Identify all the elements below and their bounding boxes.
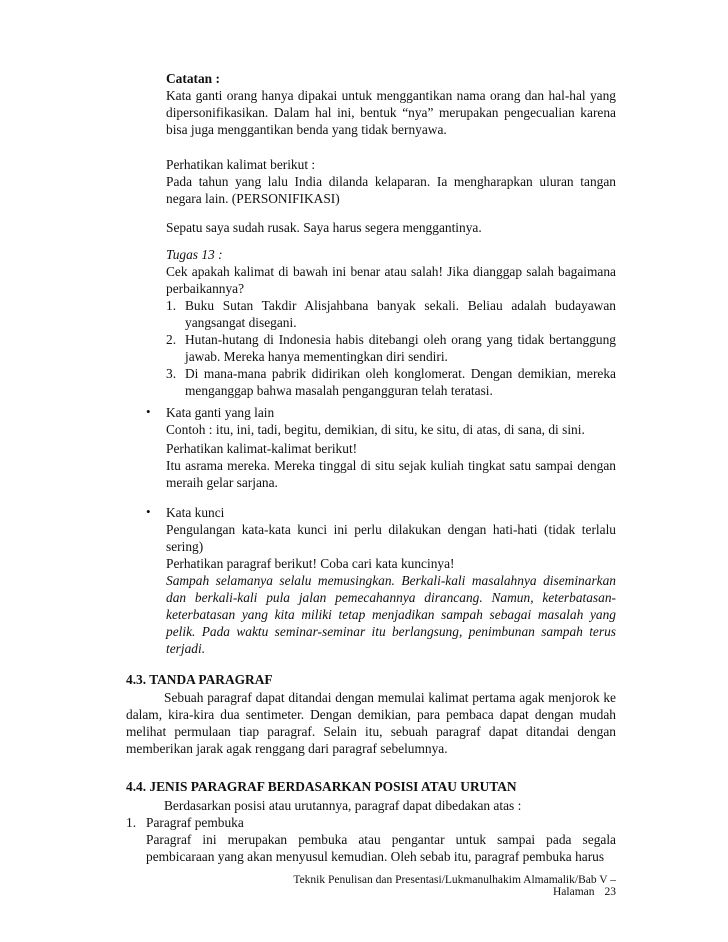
section-44-item-number: 1. — [126, 815, 137, 830]
other-pronoun-example-block — [166, 440, 616, 491]
task-block — [166, 246, 616, 399]
note-example-block — [166, 156, 616, 207]
keyword-block — [166, 504, 616, 657]
task-list — [166, 297, 616, 399]
note-example2-block — [166, 219, 616, 236]
other-pronoun-title: Kata ganti yang lain — [166, 405, 275, 420]
other-pronoun-example: Contoh : itu, ini, tadi, begitu, demikian, di situ, ke situ, di atas, di sana, di sini. — [166, 422, 585, 437]
task-item-text: Hutan-hutang di Indonesia habis ditebangi oleh orang yang tidak bertanggung jawab. Mereka hanya mementingkan diri sendiri. — [185, 332, 616, 364]
section-heading: 4.3. TANDA PARAGRAF — [126, 672, 273, 687]
note-text: Kata ganti orang hanya dipakai untuk menggantikan nama orang dan hal-hal yang dipersonifikasikan. Dalam hal ini, bentuk “nya” merupakan pengecualian karena bisa juga menggantikan benda yang tidak bernyawa. — [166, 88, 616, 137]
bullet-icon: • — [146, 504, 151, 519]
task-item — [166, 365, 616, 399]
note-example-text: Pada tahun yang lalu India dilanda kelaparan. Ia mengharapkan uluran tangan negara lain. (PERSONIFIKASI) — [166, 174, 616, 206]
section-44-item-title: Paragraf pembuka — [146, 815, 244, 830]
page-number: 23 — [604, 886, 616, 898]
section-heading: 4.4. JENIS PARAGRAF BERDASARKAN POSISI ATAU URUTAN — [126, 779, 517, 794]
task-item — [166, 331, 616, 365]
task-instruction: Cek apakah kalimat di bawah ini benar atau salah! Jika dianggap salah bagaimana perbaikannya? — [166, 264, 616, 296]
note-example2: Sepatu saya sudah rusak. Saya harus segera menggantinya. — [166, 220, 482, 235]
note-block — [166, 70, 616, 138]
other-pronoun-intro: Perhatikan kalimat-kalimat berikut! — [166, 441, 358, 456]
keyword-intro: Perhatikan paragraf berikut! Coba cari kata kuncinya! — [166, 556, 455, 571]
page-footer — [250, 874, 616, 898]
note-title: Catatan : — [166, 71, 220, 86]
section-43-body — [126, 689, 616, 757]
section-44-body — [126, 797, 616, 865]
other-pronoun-text: Itu asrama mereka. Mereka tinggal di situ sejak kuliah tingkat satu sampai dengan meraih gelar sarjana. — [166, 458, 616, 490]
task-item-number: 2. — [166, 332, 177, 347]
section-44-item — [126, 814, 616, 831]
keyword-example: Sampah selamanya selalu memusingkan. Berkali-kali masalahnya diseminarkan dan berkali-kali pula jalan pemecahannya dirancang. Namun, keterbatasan-keterbatasan yang kita miliki tetap menjadikan sampah sebagai masalah yang pelik. Pada waktu seminar-seminar itu berlangsung, penimbunan sampah terus terjadi. — [166, 573, 616, 656]
keyword-text: Pengulangan kata-kata kunci ini perlu dilakukan dengan hati-hati (tidak terlalu sering) — [166, 522, 616, 554]
note-example-intro: Perhatikan kalimat berikut : — [166, 157, 316, 172]
section-43-text: Sebuah paragraf dapat ditandai dengan memulai kalimat pertama agak menjorok ke dalam, kira-kira dua sentimeter. Dengan demikian, para pembaca dapat dengan mudah melihat permulaan tiap paragraf. Selain itu, sebuah paragraf dapat ditandai dengan memberikan jarak agak renggang dari paragraf sebelumnya. — [126, 690, 616, 756]
other-pronoun-block — [166, 404, 616, 438]
task-item-number: 1. — [166, 298, 177, 313]
task-item-text: Buku Sutan Takdir Alisjahbana banyak sekali. Beliau adalah budayawan yangsangat disegani. — [185, 298, 616, 330]
keyword-title: Kata kunci — [166, 505, 225, 520]
task-item-text: Di mana-mana pabrik didirikan oleh konglomerat. Dengan demikian, mereka menganggap bahwa masalah pengangguran telah teratasi. — [185, 366, 616, 398]
bullet-icon: • — [146, 404, 151, 419]
section-44-item-text: Paragraf ini merupakan pembuka atau pengantar untuk sampai pada segala pembicaraan yang akan menyusul kemudian. Oleh sebab itu, paragraf pembuka harus — [146, 832, 616, 864]
footer-text: Teknik Penulisan dan Presentasi/Lukmanulhakim Almamalik/Bab V –Halaman — [293, 874, 616, 898]
task-item-number: 3. — [166, 366, 177, 381]
task-title: Tugas 13 : — [166, 247, 223, 262]
section-44-intro: Berdasarkan posisi atau urutannya, paragraf dapat dibedakan atas : — [164, 798, 522, 813]
task-item — [166, 297, 616, 331]
